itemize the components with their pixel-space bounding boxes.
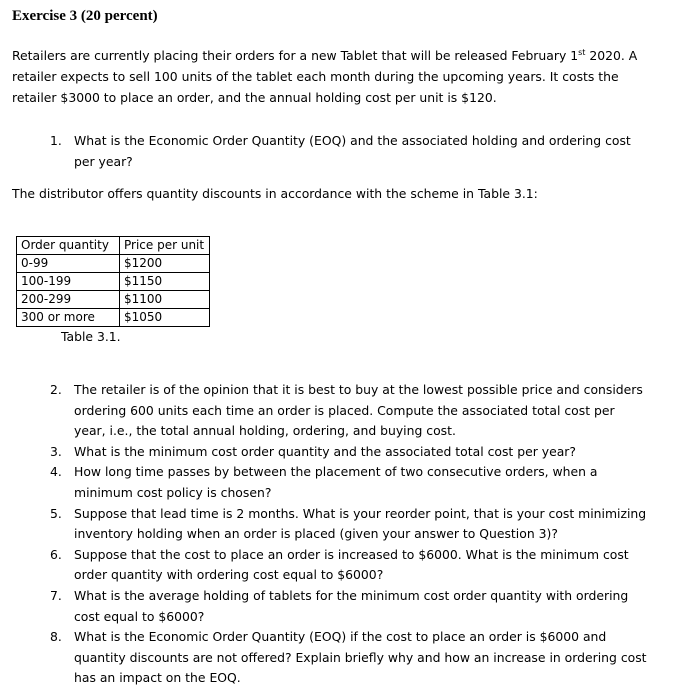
table-cell: 300 or more	[17, 309, 120, 327]
question-text: What is the average holding of tablets for the minimum cost order quantity with ordering cost equal to $6000?	[74, 587, 629, 624]
question-text: What is the Economic Order Quantity (EOQ) if the cost to place an order is $6000 and quantity discounts are not offered? Explain briefly why and how an increase in ordering cost has an impact on the EOQ.	[74, 629, 647, 686]
question-5	[50, 504, 650, 545]
question-text: Suppose that the cost to place an order is increased to $6000. What is the minimum cost order quantity with ordering cost equal to $6000?	[74, 546, 629, 583]
discount-table	[16, 236, 210, 327]
question-3	[50, 442, 650, 463]
table-cell: $1050	[120, 309, 210, 327]
question-7	[50, 586, 650, 627]
question-number: 1.	[50, 133, 62, 148]
table-cell: $1200	[120, 255, 210, 273]
question-1	[50, 130, 650, 172]
intro-text-b: 2020. A retailer expects to sell 100 units of the tablet each month during the upcoming years. It costs the retailer $3000 to place an order, and the annual holding cost per unit is $120.	[12, 48, 638, 105]
table-cell: 200-299	[17, 291, 120, 309]
table-caption: Table 3.1.	[61, 329, 121, 344]
table-row	[17, 309, 210, 327]
question-list	[50, 380, 650, 689]
question-text: The retailer is of the opinion that it is best to buy at the lowest possible price and considers ordering 600 units each time an order is placed. Compute the associated total cost per year, i.e., the total annual holding, ordering, and buying cost.	[74, 382, 643, 439]
table-header-row	[17, 237, 210, 255]
table-cell: $1150	[120, 273, 210, 291]
header-price-per-unit: Price per unit	[120, 237, 210, 255]
question-text: Suppose that lead time is 2 months. What is your reorder point, that is your cost minimizing inventory holding when an order is placed (given your answer to Question 3)?	[74, 505, 647, 542]
header-order-quantity: Order quantity	[17, 237, 120, 255]
question-8	[50, 627, 650, 689]
question-text: How long time passes by between the placement of two consecutive orders, when a minimum cost policy is chosen?	[74, 464, 598, 500]
table-row	[17, 291, 210, 309]
question-number: 3.	[50, 443, 62, 459]
question-number: 6.	[50, 546, 62, 562]
table-row	[17, 255, 210, 273]
exercise-heading: Exercise 3 (20 percent)	[12, 8, 158, 24]
intro-paragraph	[12, 45, 664, 108]
question-4	[50, 462, 650, 503]
question-text: What is the Economic Order Quantity (EOQ) and the associated holding and ordering cost per year?	[74, 133, 631, 169]
question-6	[50, 545, 650, 586]
table-cell: 100-199	[17, 273, 120, 291]
question-number: 8.	[50, 629, 62, 645]
table-cell: $1100	[120, 291, 210, 309]
intro-text-a: Retailers are currently placing their orders for a new Tablet that will be released February 1	[12, 48, 579, 63]
question-text: What is the minimum cost order quantity and the associated total cost per year?	[74, 443, 576, 459]
question-2	[50, 380, 650, 442]
question-number: 4.	[50, 464, 62, 480]
distributor-paragraph: The distributor offers quantity discounts in accordance with the scheme in Table 3.1:	[12, 186, 538, 201]
question-number: 5.	[50, 505, 62, 521]
question-number: 2.	[50, 382, 62, 397]
question-number: 7.	[50, 587, 62, 603]
intro-superscript: st	[578, 48, 586, 57]
table-row	[17, 273, 210, 291]
table-cell: 0-99	[17, 255, 120, 273]
